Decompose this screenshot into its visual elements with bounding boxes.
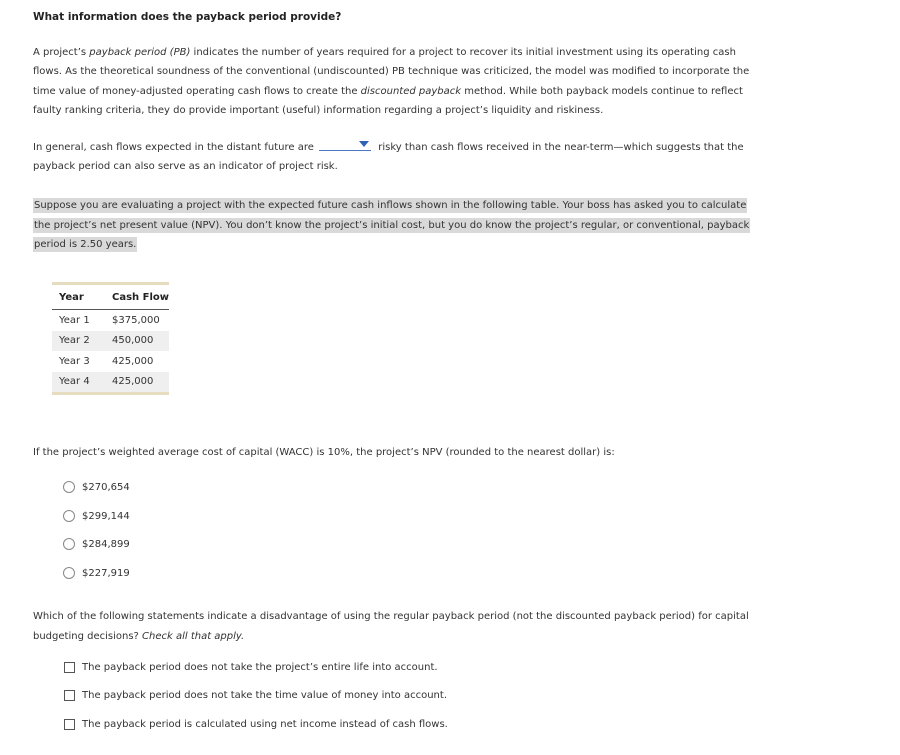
disadvantage-option-label: The payback period does not take the time value of money into account. [82,690,447,701]
npv-option-label: $227,919 [82,567,130,579]
npv-option[interactable] [63,481,130,493]
disadvantage-question-text: Which of the following statements indicate a disadvantage of using the regular payback period (not the discounted payback period) for capital budgeting decisions? [33,611,749,642]
npv-option[interactable] [63,567,130,579]
intro-text-2: indicates the number of years required for a project to recover its initial investment using its operating cash flows. As the theoretical soundness of the conventional (undiscounted) PB technique was criticized, the model was modified to incorporate the time value of money-adjusted operating cash flows to create the [33,47,750,97]
table-cell-year: Year 1 [59,314,90,326]
fill-in-sentence [33,138,773,177]
disadvantage-option[interactable] [64,662,438,673]
intro-text-3: method. While both payback models continue to reflect faulty ranking criteria, they do provide important (useful) information regarding a project’s liquidity and riskiness. [33,85,743,116]
fill-in-text-after: risky than cash flows received in the near-term—which suggests that the payback period can also serve as an indicator of project risk. [33,142,744,173]
disadvantage-option[interactable] [64,719,448,730]
npv-option-label: $284,899 [82,538,130,550]
radio-button[interactable] [63,567,75,579]
question-heading: What information does the payback period provide? [33,11,342,23]
cash-flow-table [52,282,169,395]
risk-dropdown[interactable] [319,138,371,151]
table-row [52,310,169,331]
disadvantage-question [33,607,763,646]
table-header-cash-flow: Cash Flow [105,285,169,310]
table-cell-cash-flow: $375,000 [112,314,160,326]
chevron-down-icon [359,141,369,147]
fill-in-text-before: In general, cash flows expected in the distant future are [33,142,314,153]
scenario-highlighted-text: Suppose you are evaluating a project with the expected future cash inflows shown in the following table. Your boss has asked you to calculate the project’s net present value (NPV). You don’t know the project’s initial cost, but you do know the project’s regular, or conventional, payback period is 2.50 years. [34,200,750,251]
intro-text-1: A project’s [33,47,90,58]
scenario-paragraph [33,196,758,255]
intro-term-discounted-payback: discounted payback [360,85,462,97]
npv-question: If the project’s weighted average cost of capital (WACC) is 10%, the project’s NPV (rounded to the nearest dollar) is: [33,447,615,458]
npv-option[interactable] [63,510,130,522]
table-row [52,372,169,393]
table-row [52,331,169,352]
checkbox[interactable] [64,690,75,701]
table-cell-cash-flow: 425,000 [112,355,154,367]
radio-button[interactable] [63,481,75,493]
npv-option[interactable] [63,538,130,550]
intro-paragraph [33,43,768,120]
table-row [52,351,169,372]
disadvantage-question-instruction: Check all that apply. [142,630,245,642]
checkbox[interactable] [64,662,75,673]
table-header-year: Year [52,285,105,310]
table-cell-cash-flow: 425,000 [105,372,169,393]
npv-option-label: $299,144 [82,510,130,522]
table-cell-cash-flow: 450,000 [105,331,169,352]
checkbox[interactable] [64,719,75,730]
table-cell-year: Year 4 [52,372,105,393]
table-cell-year: Year 3 [59,355,90,367]
disadvantage-option-label: The payback period does not take the project’s entire life into account. [82,662,438,673]
intro-term-pb: payback period (PB) [89,47,191,58]
npv-option-label: $270,654 [82,481,130,493]
radio-button[interactable] [63,510,75,522]
disadvantage-option[interactable] [64,690,447,701]
disadvantage-option-label: The payback period is calculated using net income instead of cash flows. [82,719,448,730]
radio-button[interactable] [63,538,75,550]
table-cell-year: Year 2 [52,331,105,352]
